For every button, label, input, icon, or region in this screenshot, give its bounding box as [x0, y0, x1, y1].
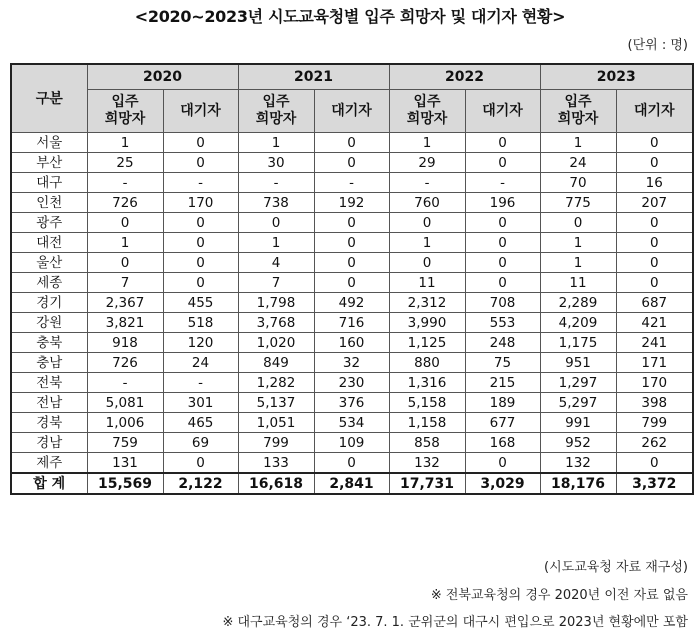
value-cell: 991: [540, 413, 616, 433]
value-cell: 1,316: [389, 373, 465, 393]
value-cell: 880: [389, 353, 465, 373]
header-year: 2023: [540, 64, 693, 90]
value-cell: 726: [87, 193, 163, 213]
value-cell: 455: [163, 293, 238, 313]
value-cell: 5,081: [87, 393, 163, 413]
table-row: [11, 413, 693, 433]
value-cell: 0: [314, 453, 389, 474]
value-cell: 1,175: [540, 333, 616, 353]
header-year: 2021: [238, 64, 389, 90]
value-cell: 301: [163, 393, 238, 413]
value-cell: 7: [238, 273, 314, 293]
value-cell: 2,289: [540, 293, 616, 313]
region-cell: 충북: [11, 333, 87, 353]
value-cell: 1,051: [238, 413, 314, 433]
value-cell: 0: [616, 273, 693, 293]
value-cell: -: [163, 373, 238, 393]
value-cell: 1: [87, 233, 163, 253]
value-cell: 0: [87, 253, 163, 273]
value-cell: 1: [238, 133, 314, 153]
value-cell: 738: [238, 193, 314, 213]
value-cell: 376: [314, 393, 389, 413]
value-cell: -: [87, 373, 163, 393]
value-cell: 24: [540, 153, 616, 173]
value-cell: 1,297: [540, 373, 616, 393]
footnote: ※ 대구교육청의 경우 ‘23. 7. 1. 군위군의 대구시 편입으로 2023년 현황에만 포함: [222, 615, 688, 630]
value-cell: 759: [87, 433, 163, 453]
value-cell: 858: [389, 433, 465, 453]
header-gubun: 구분: [11, 64, 87, 133]
value-cell: 1: [389, 233, 465, 253]
value-cell: 1: [87, 133, 163, 153]
stats-table: [10, 63, 694, 495]
value-cell: 799: [616, 413, 693, 433]
value-cell: 11: [540, 273, 616, 293]
value-cell: 170: [616, 373, 693, 393]
total-label: 합 계: [11, 473, 87, 494]
value-cell: 0: [465, 233, 540, 253]
value-cell: 0: [389, 253, 465, 273]
value-cell: 0: [238, 213, 314, 233]
header-year: 2022: [389, 64, 540, 90]
value-cell: 0: [163, 233, 238, 253]
value-cell: 0: [314, 233, 389, 253]
value-cell: 553: [465, 313, 540, 333]
header-hope-line1: 입주: [413, 94, 441, 110]
value-cell: -: [465, 173, 540, 193]
value-cell: 716: [314, 313, 389, 333]
table-row: [11, 313, 693, 333]
total-cell: 2,841: [314, 473, 389, 494]
region-cell: 경기: [11, 293, 87, 313]
value-cell: 132: [389, 453, 465, 474]
region-cell: 전남: [11, 393, 87, 413]
value-cell: 849: [238, 353, 314, 373]
total-cell: 16,618: [238, 473, 314, 494]
value-cell: 0: [616, 133, 693, 153]
table-row: [11, 193, 693, 213]
value-cell: 0: [314, 273, 389, 293]
value-cell: -: [238, 173, 314, 193]
header-hope: [389, 90, 465, 133]
unit-label: (단위 : 명): [627, 38, 688, 53]
value-cell: 0: [465, 253, 540, 273]
header-wait: 대기자: [616, 90, 693, 133]
value-cell: 1,006: [87, 413, 163, 433]
value-cell: 1: [389, 133, 465, 153]
table-row: [11, 273, 693, 293]
value-cell: 230: [314, 373, 389, 393]
value-cell: 2,312: [389, 293, 465, 313]
value-cell: 75: [465, 353, 540, 373]
value-cell: 30: [238, 153, 314, 173]
value-cell: 69: [163, 433, 238, 453]
total-cell: 17,731: [389, 473, 465, 494]
value-cell: 0: [616, 453, 693, 474]
value-cell: 1,020: [238, 333, 314, 353]
value-cell: 132: [540, 453, 616, 474]
total-cell: 18,176: [540, 473, 616, 494]
value-cell: 0: [163, 453, 238, 474]
header-hope-line2: 희망자: [406, 111, 448, 127]
value-cell: 70: [540, 173, 616, 193]
value-cell: 951: [540, 353, 616, 373]
header-hope-line1: 입주: [111, 94, 139, 110]
value-cell: 0: [616, 153, 693, 173]
table-row: [11, 453, 693, 474]
value-cell: 708: [465, 293, 540, 313]
value-cell: 168: [465, 433, 540, 453]
table-row: [11, 333, 693, 353]
value-cell: 5,297: [540, 393, 616, 413]
value-cell: 5,158: [389, 393, 465, 413]
value-cell: 0: [314, 213, 389, 233]
value-cell: 0: [163, 153, 238, 173]
header-wait: 대기자: [163, 90, 238, 133]
value-cell: 1,158: [389, 413, 465, 433]
table-row: [11, 153, 693, 173]
region-cell: 전북: [11, 373, 87, 393]
region-cell: 세종: [11, 273, 87, 293]
region-cell: 제주: [11, 453, 87, 474]
value-cell: 3,990: [389, 313, 465, 333]
value-cell: 918: [87, 333, 163, 353]
value-cell: 0: [465, 133, 540, 153]
table-row: [11, 213, 693, 233]
value-cell: 131: [87, 453, 163, 474]
value-cell: 687: [616, 293, 693, 313]
table-row: [11, 293, 693, 313]
value-cell: 677: [465, 413, 540, 433]
value-cell: 7: [87, 273, 163, 293]
region-cell: 서울: [11, 133, 87, 153]
value-cell: 0: [163, 213, 238, 233]
table-body: [11, 133, 693, 495]
value-cell: 0: [389, 213, 465, 233]
value-cell: 4: [238, 253, 314, 273]
source-note: (시도교육청 자료 재구성): [544, 560, 688, 575]
header-hope-line2: 희망자: [104, 111, 146, 127]
region-cell: 대전: [11, 233, 87, 253]
value-cell: 0: [616, 233, 693, 253]
header-hope-line1: 입주: [262, 94, 290, 110]
value-cell: 29: [389, 153, 465, 173]
value-cell: 189: [465, 393, 540, 413]
table-row: [11, 233, 693, 253]
value-cell: 24: [163, 353, 238, 373]
value-cell: 170: [163, 193, 238, 213]
region-cell: 부산: [11, 153, 87, 173]
value-cell: 0: [465, 213, 540, 233]
table-row: [11, 433, 693, 453]
table-row: [11, 253, 693, 273]
total-cell: 3,372: [616, 473, 693, 494]
table-row: [11, 393, 693, 413]
value-cell: 4,209: [540, 313, 616, 333]
header-hope-line1: 입주: [564, 94, 592, 110]
header-row-years: [11, 64, 693, 90]
value-cell: 2,367: [87, 293, 163, 313]
table-row: [11, 373, 693, 393]
value-cell: 0: [314, 153, 389, 173]
value-cell: 16: [616, 173, 693, 193]
value-cell: 109: [314, 433, 389, 453]
value-cell: 196: [465, 193, 540, 213]
table-row: [11, 173, 693, 193]
region-cell: 광주: [11, 213, 87, 233]
value-cell: 215: [465, 373, 540, 393]
header-hope: [540, 90, 616, 133]
header-hope: [238, 90, 314, 133]
value-cell: 0: [616, 213, 693, 233]
value-cell: 726: [87, 353, 163, 373]
value-cell: 534: [314, 413, 389, 433]
value-cell: 1: [540, 253, 616, 273]
value-cell: 518: [163, 313, 238, 333]
footnote: ※ 전북교육청의 경우 2020년 이전 자료 없음: [430, 588, 688, 603]
value-cell: 207: [616, 193, 693, 213]
total-row: [11, 473, 693, 494]
region-cell: 울산: [11, 253, 87, 273]
value-cell: 1: [238, 233, 314, 253]
value-cell: 0: [314, 253, 389, 273]
value-cell: 398: [616, 393, 693, 413]
value-cell: 241: [616, 333, 693, 353]
value-cell: 465: [163, 413, 238, 433]
value-cell: 0: [87, 213, 163, 233]
header-year: 2020: [87, 64, 238, 90]
value-cell: 421: [616, 313, 693, 333]
region-cell: 경남: [11, 433, 87, 453]
value-cell: 0: [465, 273, 540, 293]
header-hope-line2: 희망자: [557, 111, 599, 127]
value-cell: 0: [540, 213, 616, 233]
header-hope: [87, 90, 163, 133]
header-row-sub: [11, 90, 693, 133]
value-cell: 0: [163, 273, 238, 293]
value-cell: 0: [465, 153, 540, 173]
value-cell: 799: [238, 433, 314, 453]
page-title: <2020~2023년 시도교육청별 입주 희망자 및 대기자 현황>: [134, 7, 566, 26]
value-cell: 120: [163, 333, 238, 353]
value-cell: -: [163, 173, 238, 193]
value-cell: 492: [314, 293, 389, 313]
table-row: [11, 353, 693, 373]
value-cell: 25: [87, 153, 163, 173]
table-row: [11, 133, 693, 153]
value-cell: 32: [314, 353, 389, 373]
value-cell: 0: [163, 253, 238, 273]
value-cell: 1,798: [238, 293, 314, 313]
value-cell: 3,821: [87, 313, 163, 333]
value-cell: 0: [314, 133, 389, 153]
header-wait: 대기자: [314, 90, 389, 133]
region-cell: 인천: [11, 193, 87, 213]
value-cell: 5,137: [238, 393, 314, 413]
value-cell: -: [87, 173, 163, 193]
value-cell: 0: [465, 453, 540, 474]
total-cell: 2,122: [163, 473, 238, 494]
value-cell: 1: [540, 233, 616, 253]
header-wait: 대기자: [465, 90, 540, 133]
value-cell: 1,125: [389, 333, 465, 353]
value-cell: 192: [314, 193, 389, 213]
value-cell: 171: [616, 353, 693, 373]
region-cell: 충남: [11, 353, 87, 373]
value-cell: 952: [540, 433, 616, 453]
value-cell: 775: [540, 193, 616, 213]
value-cell: 0: [163, 133, 238, 153]
value-cell: 3,768: [238, 313, 314, 333]
value-cell: 133: [238, 453, 314, 474]
region-cell: 경북: [11, 413, 87, 433]
value-cell: 248: [465, 333, 540, 353]
value-cell: 160: [314, 333, 389, 353]
value-cell: 760: [389, 193, 465, 213]
value-cell: 0: [616, 253, 693, 273]
value-cell: 1,282: [238, 373, 314, 393]
region-cell: 대구: [11, 173, 87, 193]
total-cell: 3,029: [465, 473, 540, 494]
header-hope-line2: 희망자: [255, 111, 297, 127]
value-cell: 1: [540, 133, 616, 153]
total-cell: 15,569: [87, 473, 163, 494]
value-cell: 11: [389, 273, 465, 293]
value-cell: -: [389, 173, 465, 193]
value-cell: 262: [616, 433, 693, 453]
value-cell: -: [314, 173, 389, 193]
region-cell: 강원: [11, 313, 87, 333]
